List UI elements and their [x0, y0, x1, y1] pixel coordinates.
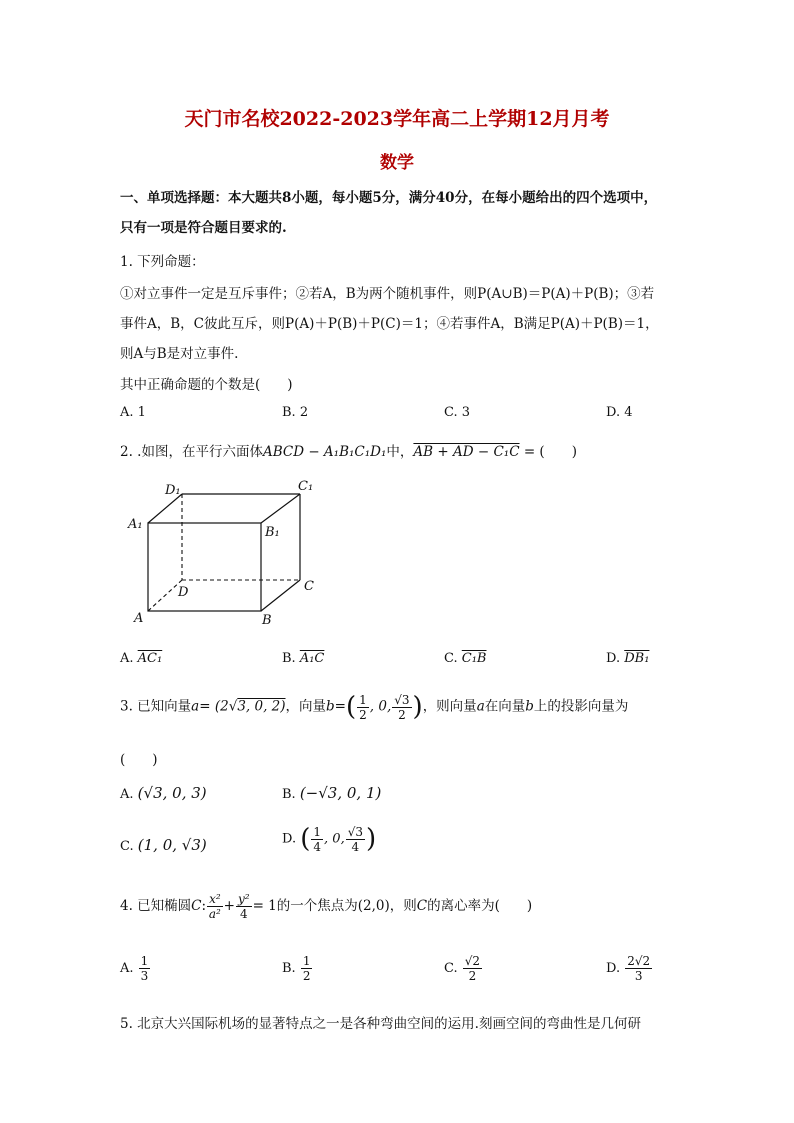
q4-option-c: C. $\frac{√2}{2}$	[444, 954, 481, 983]
q3-stem: 3. 已知向量a= (2√3, 0, 2)，向量b=( $\frac{1}{2}$ , 0, $\frac{√3}{2}$ )，则向量a在向量b上的投影向量为	[120, 692, 629, 722]
q2-option-a: A. AC₁	[120, 651, 163, 666]
q4-option-d: D. $\frac{2√2}{3}$	[606, 954, 651, 983]
page-title: 天门市名校2022-2023学年高二上学期12月月考	[184, 108, 610, 130]
label-c: C	[304, 579, 314, 594]
q2-vector-expression: AB + AD − C₁C	[413, 444, 520, 460]
q2-mid: 中，	[386, 444, 414, 460]
q1-line3: 则A与B是对立事件.	[120, 346, 239, 362]
q1-option-c: C. 3	[444, 405, 471, 420]
q1-line1: ①对立事件一定是互斥事件；②若A，B为两个随机事件，则P(A∪B)＝P(A)＋P(B)；③若	[120, 286, 655, 302]
q2-suffix: = ( )	[519, 444, 577, 460]
q2-option-c: C. C₁B	[444, 651, 487, 666]
vector-b: b	[326, 698, 335, 715]
q3-option-a: A. (√3, 0, 3)	[120, 784, 207, 802]
q2-option-d: D. DB₁	[606, 651, 650, 666]
label-b1: B₁	[265, 525, 280, 540]
parallelepiped-figure	[120, 476, 330, 632]
label-b: B	[262, 613, 272, 628]
q3-option-d: D. ( $\frac{1}{4}$ , 0, $\frac{√3}{4}$ )	[282, 824, 377, 854]
q1-stem: 1. 下列命题：	[120, 254, 205, 270]
subject-title: 数学	[380, 153, 414, 173]
q4-option-a: A. $\frac{1}{3}$	[120, 954, 149, 983]
label-d1: D₁	[165, 483, 181, 498]
label-c1-visible: C₁	[298, 479, 314, 494]
label-a1: A₁	[128, 517, 143, 532]
q5-stem: 5. 北京大兴国际机场的显著特点之一是各种弯曲空间的运用.刻画空间的弯曲性是几何研	[120, 1016, 641, 1032]
q1-option-b: B. 2	[282, 405, 309, 420]
q4-stem: 4. 已知椭圆C: $\frac{\text{x²}}{\text{a²}}$ + $\frac{\text{y²}}{4}$ = 1的一个焦点为(2,0)，则C的离心率为( )	[120, 892, 533, 921]
q1-option-a: A. 1	[120, 405, 146, 420]
q2-option-b: B. A₁C	[282, 651, 325, 666]
q1-option-d: D. 4	[606, 405, 633, 420]
q2-prefix: 2. .如图，在平行六面体	[120, 444, 263, 460]
vector-a: a	[191, 698, 200, 715]
q3-option-b: B. (−√3, 0, 1)	[282, 784, 382, 802]
q1-ask: 其中正确命题的个数是( )	[120, 377, 293, 393]
section-heading-line1: 一、单项选择题：本大题共8小题，每小题5分，满分40分，在每小题给出的四个选项中，	[120, 190, 658, 206]
section-heading-line2: 只有一项是符合题目要求的.	[120, 220, 287, 236]
label-d: D	[178, 585, 189, 600]
q3-option-c: C. (1, 0, √3)	[120, 836, 207, 854]
q1-line2: 事件A，B，C彼此互斥，则P(A)＋P(B)＋P(C)＝1；④若事件A，B满足P(A)＋P(B)＝1，	[120, 316, 659, 332]
label-a: A	[134, 611, 144, 626]
q2-solid-name: ABCD − A₁B₁C₁D₁	[262, 444, 387, 460]
q3-paren: ( )	[120, 752, 158, 768]
q2-stem	[120, 440, 577, 460]
q4-option-b: B. $\frac{1}{2}$	[282, 954, 311, 983]
